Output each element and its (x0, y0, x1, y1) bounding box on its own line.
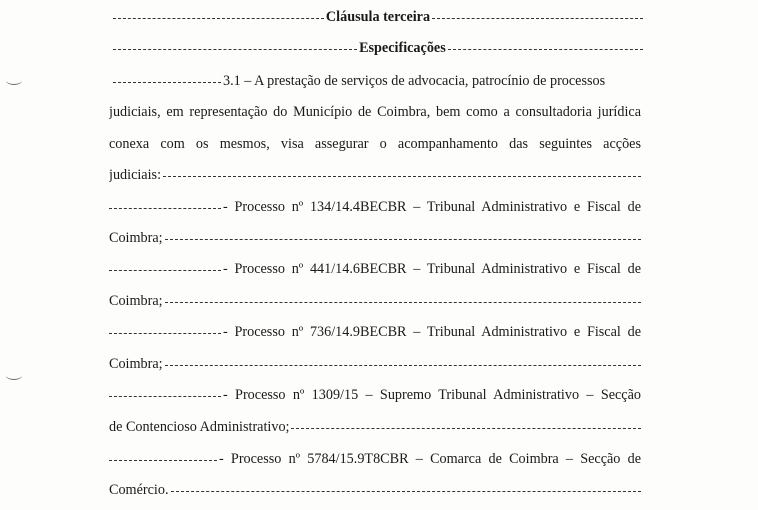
dash-filler (109, 270, 221, 271)
list-item-line (109, 258, 641, 280)
spec-heading-line (113, 37, 643, 59)
dash-filler (171, 491, 642, 492)
list-item-line (109, 290, 641, 312)
list-item-text: Coimbra; (109, 230, 163, 246)
list-item-text: Comércio. (109, 482, 169, 498)
paragraph-text: judiciais: (109, 167, 162, 183)
dash-filler (291, 428, 641, 429)
binding-mark (6, 371, 22, 380)
list-item-text: - Processo nº 5784/15.9T8CBR – Comarca de Coimbra – Secção de (219, 451, 641, 467)
dash-filler (113, 18, 324, 19)
clause-heading-line (113, 6, 643, 28)
list-item-line (109, 227, 641, 249)
paragraph-text: conexa com os mesmos, visa assegurar o acompanhamento das seguintes acções (109, 136, 641, 152)
list-item-text: Coimbra; (109, 356, 163, 372)
dash-filler (113, 49, 357, 50)
list-item-text: - Processo nº 736/14.9BECBR – Tribunal Administrativo e Fiscal de (223, 324, 641, 340)
dash-filler (165, 302, 641, 303)
paragraph-line (113, 70, 643, 92)
list-item-line (109, 196, 641, 218)
dash-filler (109, 333, 221, 334)
dash-filler (165, 239, 641, 240)
spec-heading: Especificações (359, 40, 446, 56)
dash-filler (109, 396, 221, 397)
list-item-line (109, 479, 641, 501)
paragraph-text: 3.1 – A prestação de serviços de advocacia, patrocínio de processos (223, 73, 606, 89)
list-item-line (109, 353, 641, 375)
dash-filler (109, 208, 221, 209)
dash-filler (448, 49, 643, 50)
clause-heading: Cláusula terceira (325, 9, 431, 25)
paragraph-text: judiciais, em representação do Município de Coimbra, bem como a consultadoria jurídica (109, 104, 641, 120)
list-item-text: - Processo nº 1309/15 – Supremo Tribunal Administrativo – Secção (223, 387, 641, 403)
list-item-text: - Processo nº 441/14.6BECBR – Tribunal Administrativo e Fiscal de (223, 261, 641, 277)
dash-filler (109, 460, 217, 461)
list-item-line (109, 321, 641, 343)
dash-filler (163, 176, 641, 177)
list-item-text: - Processo nº 134/14.4BECBR – Tribunal Administrativo e Fiscal de (223, 199, 641, 215)
list-item-line (109, 448, 641, 470)
dash-filler (113, 82, 221, 83)
paragraph-line (109, 164, 641, 186)
list-item-line (109, 384, 641, 406)
dash-filler (432, 18, 643, 19)
list-item-text: de Contencioso Administrativo; (109, 419, 290, 435)
list-item-text: Coimbra; (109, 293, 163, 309)
binding-mark (6, 76, 22, 85)
list-item-line (109, 416, 641, 438)
dash-filler (165, 365, 641, 366)
